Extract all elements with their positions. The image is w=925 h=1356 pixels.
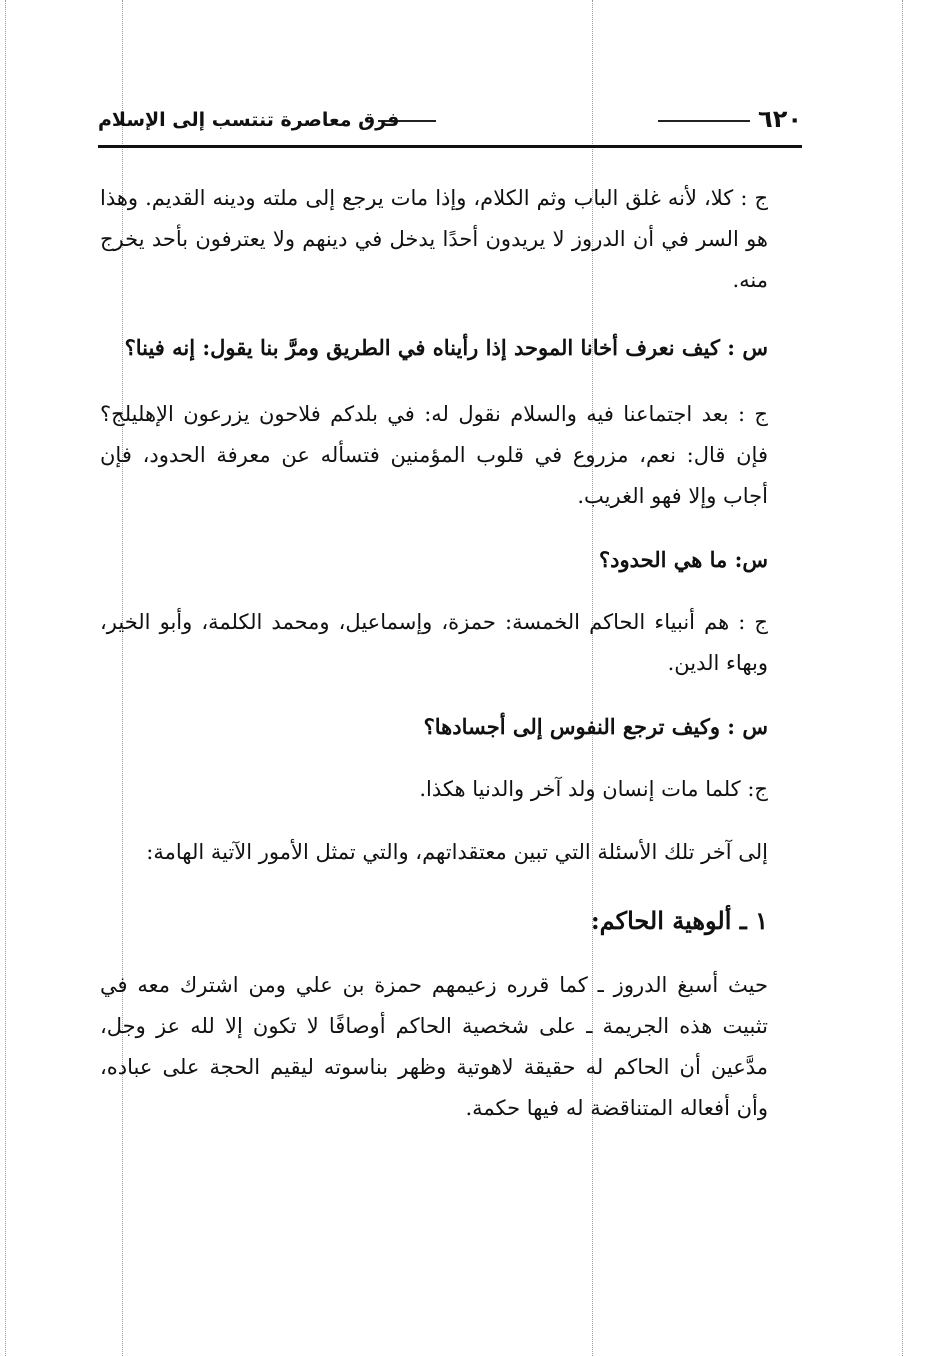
question-paragraph: س : وكيف ترجع النفوس إلى أجسادها؟ xyxy=(423,714,768,739)
header-dash xyxy=(658,120,750,122)
answer-paragraph: ج : كلا، لأنه غلق الباب وثم الكلام، وإذا مات يرجع إلى ملته ودينه القديم. وهذا هو السر في أن الدروز لا يريدون أحدًا يدخل في دينهم ولا يعترفون بأحد يخرج منه. xyxy=(100,186,768,292)
body-paragraph: حيث أسبغ الدروز ـ كما قرره زعيمهم حمزة بن علي ومن اشترك معه في تثبيت هذه الجريمة ـ على شخصية الحاكم أوصافًا لا تكون إلا لله عز وجل، مدَّعين أن الحاكم له حقيقة لاهوتية وظهر بناسوته ليقيم الحجة على عباده، وأن أفعاله المتناقضة له فيها حكمة. xyxy=(100,973,768,1120)
question-paragraph: س : كيف نعرف أخانا الموحد إذا رأيناه في الطريق ومرَّ بنا يقول: إنه فينا؟ xyxy=(124,335,768,360)
answer-paragraph: ج: كلما مات إنسان ولد آخر والدنيا هكذا. xyxy=(419,777,768,801)
scan-artifact-line xyxy=(5,0,6,1356)
page-body xyxy=(100,178,802,1129)
section-heading: ١ ـ ألوهية الحاكم: xyxy=(590,906,768,935)
body-paragraph: إلى آخر تلك الأسئلة التي تبين معتقداتهم، والتي تمثل الأمور الآتية الهامة: xyxy=(146,840,768,864)
answer-paragraph: ج : هم أنبياء الحاكم الخمسة: حمزة، وإسماعيل، ومحمد الكلمة، وأبو الخير، وبهاء الدين. xyxy=(100,610,768,675)
running-title: فرق معاصرة تنتسب إلى الإسلام xyxy=(98,109,400,131)
scan-artifact-line xyxy=(902,0,903,1356)
page-header xyxy=(98,104,802,138)
page-number: ٦٢٠ xyxy=(758,105,802,133)
header-rule xyxy=(98,145,802,148)
question-paragraph: س: ما هي الحدود؟ xyxy=(599,547,768,572)
answer-paragraph: ج : بعد اجتماعنا فيه والسلام نقول له: في بلدكم فلاحون يزرعون الإهليلج؟ فإن قال: نعم، مزروع في قلوب المؤمنين فتسأله عن معرفة الحدود، فإن أجاب وإلا فهو الغريب. xyxy=(100,402,768,508)
